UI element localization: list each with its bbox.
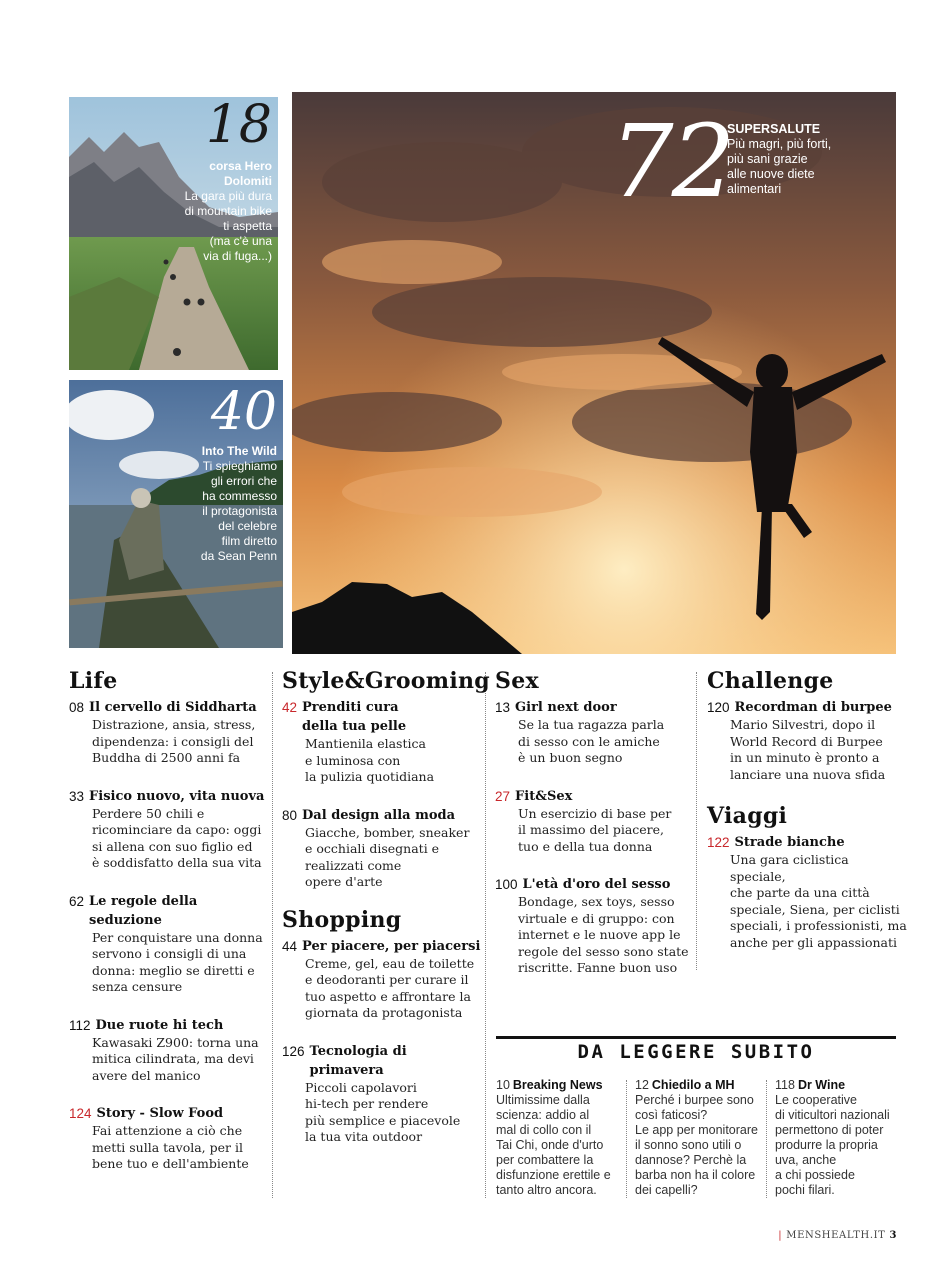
footer-site[interactable]: MENSHEALTH.IT	[786, 1230, 886, 1241]
divider-3	[696, 672, 697, 970]
page-footer: | MENSHEALTH.IT 3	[778, 1230, 897, 1241]
section-heading-challenge: Challenge	[707, 668, 834, 694]
section-life	[69, 668, 269, 1193]
divider-2	[485, 672, 486, 1198]
divider-5	[766, 1080, 767, 1198]
feature-main-title: SUPERSALUTE	[727, 122, 821, 136]
da-leggere-item[interactable]: 118 Dr Wine Le cooperative di viticultori nazionali permettono di poter produrre la propria uva, anche a chi possiede pochi filari.	[775, 1078, 890, 1197]
toc-item[interactable]: 124 Story - Slow Food Fai attenzione a ciò che metti sulla tavola, per il bene tuo e dell'ambiente	[69, 1106, 249, 1171]
feature-main-desc: Più magri, più forti, più sani grazie alle nuove diete alimentari	[727, 137, 832, 196]
divider-4	[626, 1080, 627, 1198]
toc-item[interactable]: 62 Le regole della seduzione Per conquistare una donna servono i consigli di una donna: meglio se diretti e senza censure	[69, 893, 263, 994]
divider-1	[272, 672, 273, 1198]
toc-item[interactable]: 112 Due ruote hi tech Kawasaki Z900: torna una mitica cilindrata, ma devi avere del manico	[69, 1017, 259, 1083]
section-style-grooming	[282, 668, 490, 1166]
toc-item[interactable]: 08 Il cervello di Siddharta Distrazione, ansia, stress, dipendenza: i consigli del Buddha di 2500 anni fa	[69, 700, 257, 765]
section-heading-shopping: Shopping	[282, 906, 402, 933]
toc-item[interactable]: 122 Strade bianche Una gara ciclistica speciale, che parte da una città speciale, Siena, per ciclisti speciali, i professionisti, ma anche per gli appassionati	[707, 835, 907, 950]
toc-item[interactable]: 42 Prenditi cura della tua pelle Mantienila elastica e luminosa con la pulizia quotidiana	[282, 700, 435, 784]
toc-item[interactable]: 120 Recordman di burpee Mario Silvestri, dopo il World Record di Burpee in un minuto è pronto a lanciare una nuova sfida	[707, 700, 892, 782]
toc-item[interactable]: 27 Fit&Sex Un esercizio di base per il massimo del piacere, tuo e della tua donna	[495, 788, 672, 854]
feature-1-number: 18	[205, 97, 272, 155]
section-sex	[495, 668, 695, 997]
section-heading-sex: Sex	[495, 668, 539, 694]
photo-into-the-wild	[69, 380, 283, 648]
banner-rule	[496, 1036, 896, 1039]
section-challenge	[707, 668, 907, 971]
page-number: 3	[889, 1230, 897, 1241]
toc-item[interactable]: 33 Fisico nuovo, vita nuova Perdere 50 chili e ricominciare da capo: oggi si allena con suo figlio ed è soddisfatto della sua vita	[69, 788, 265, 870]
section-heading-viaggi: Viaggi	[707, 803, 788, 829]
feature-2-number: 40	[210, 382, 277, 442]
da-leggere-heading: DA LEGGERE SUBITO	[577, 1041, 815, 1063]
section-heading-style: Style&Grooming	[282, 668, 490, 694]
photo-supersalute	[292, 92, 896, 654]
toc-item[interactable]: 100 L'età d'oro del sesso Bondage, sex toys, sesso virtuale e di gruppo: con internet e le nuove app le regole del sesso sono state riscritte. Fanne buon uso	[495, 877, 689, 975]
toc-item[interactable]: 126 Tecnologia di primavera Piccoli capolavori hi-tech per rendere più semplice e piacevole la tua vita outdoor	[282, 1043, 461, 1144]
feature-2-desc: Ti spieghiamo gli errori che ha commesso il protagonista del celebre film diretto da Sean Penn	[200, 459, 277, 563]
section-heading-life: Life	[69, 668, 118, 694]
feature-1-desc: La gara più dura di mountain bike ti aspetta (ma c'è una via di fuga...)	[184, 189, 272, 263]
toc-item[interactable]: 13 Girl next door Se la tua ragazza parla di sesso con le amiche è un buon segno	[495, 700, 665, 765]
feature-2-title: Into The Wild	[201, 444, 277, 458]
toc-item[interactable]: 44 Per piacere, per piacersi Creme, gel, eau de toilette e deodoranti per curare il tuo aspetto e affrontare la giornata da protagonista	[282, 938, 481, 1020]
toc-item[interactable]: 80 Dal design alla moda Giacche, bomber, sneaker e occhiali disegnati e realizzati come opere d'arte	[282, 807, 470, 889]
feature-main-number: 72	[610, 103, 734, 220]
da-leggere-item[interactable]: 12 Chiedilo a MH Perché i burpee sono così faticosi? Le app per monitorare il sonno sono utili o dannose? Perchè la barba non ha il colore dei capelli?	[635, 1078, 758, 1197]
da-leggere-item[interactable]: 10 Breaking News Ultimissime dalla scienza: addio al mal di collo con il Tai Chi, onde d'urto per combattere la disfunzione erettile e tanto altro ancora.	[496, 1078, 611, 1197]
feature-1-title: corsa Hero Dolomiti	[209, 159, 272, 188]
photo-dolomiti	[69, 97, 278, 370]
